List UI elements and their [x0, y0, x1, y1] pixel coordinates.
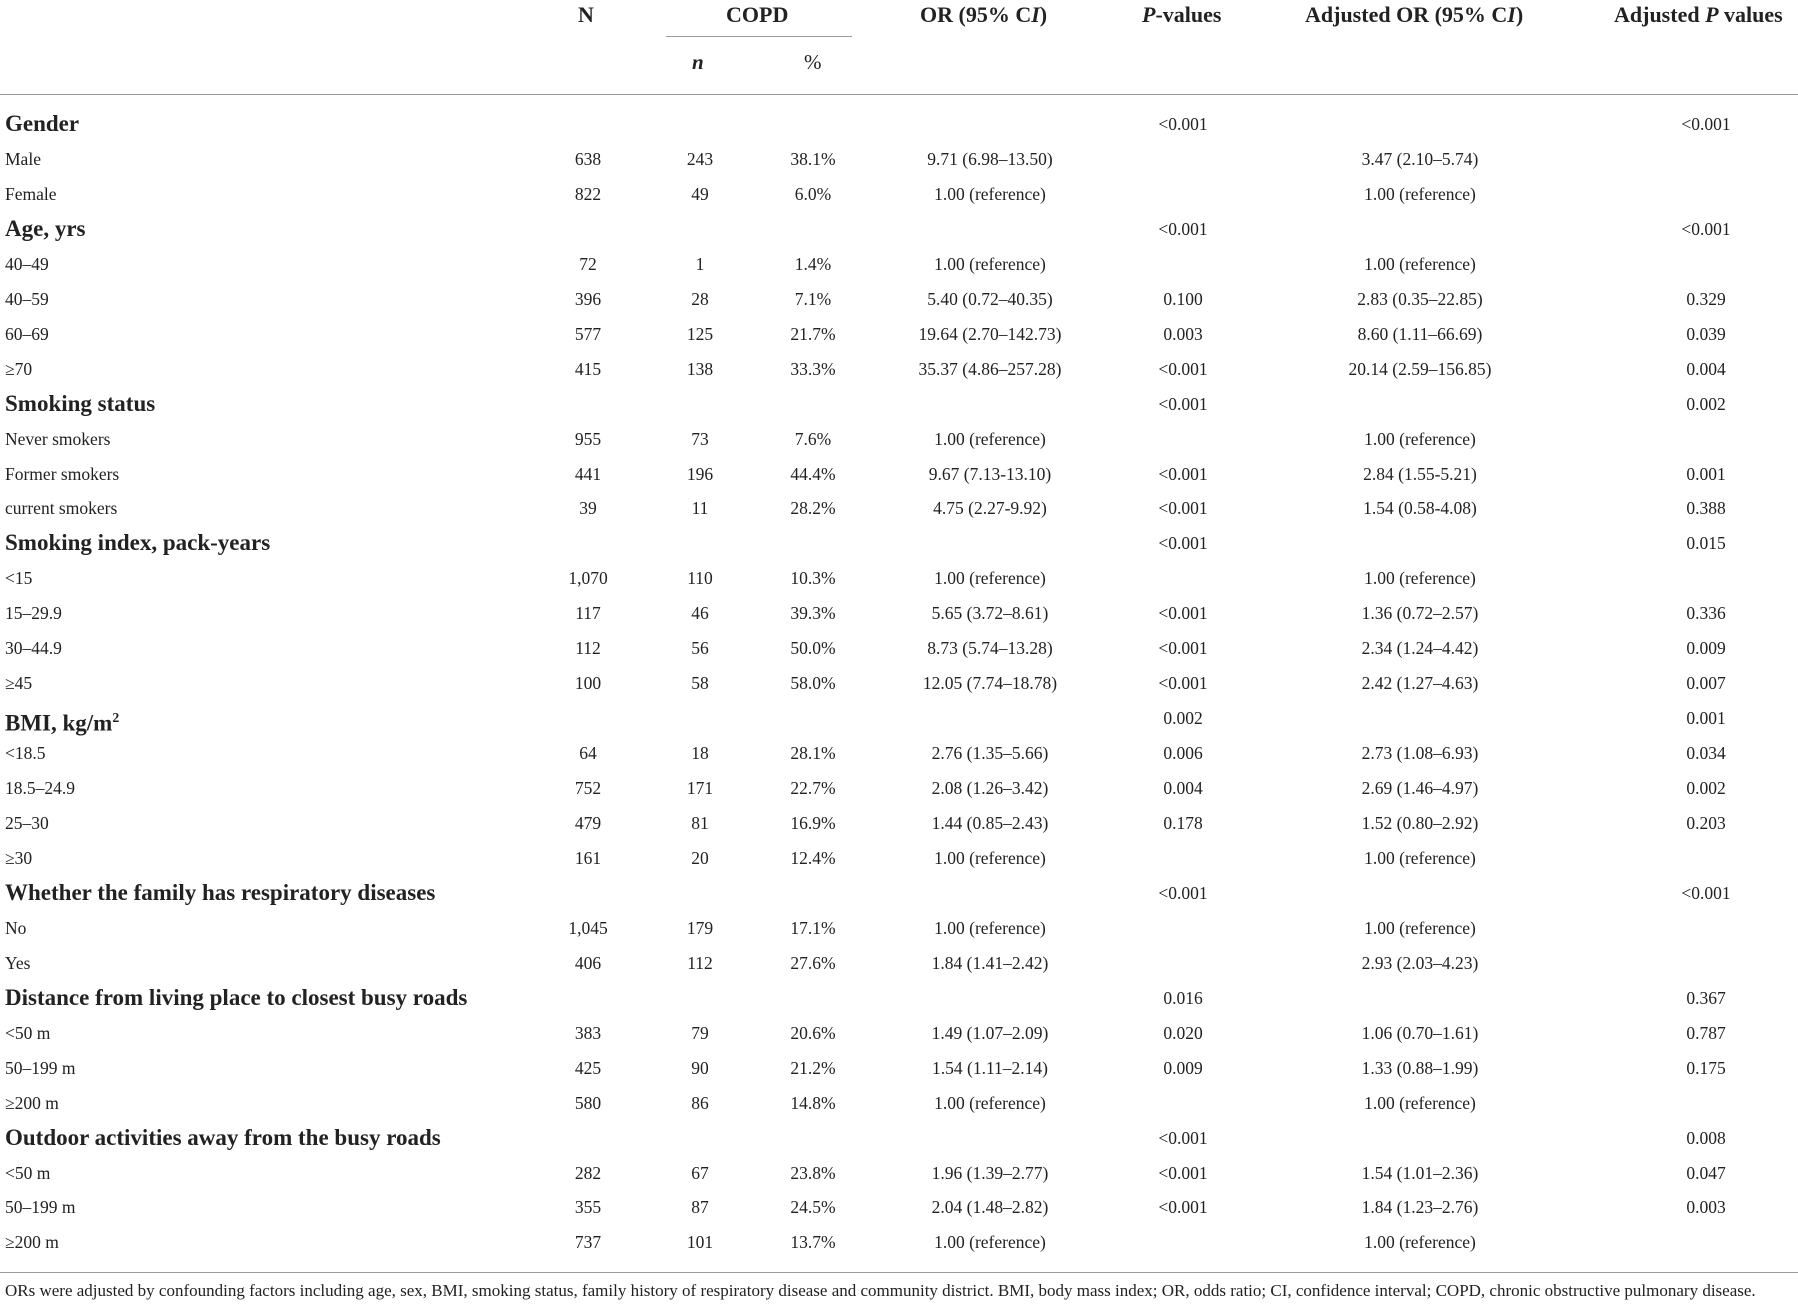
cell-p-value: <0.001 — [1158, 218, 1208, 239]
row-label — [5, 1051, 76, 1085]
cell-adjusted-p: 0.001 — [1686, 463, 1726, 484]
table-row — [0, 806, 1798, 840]
cell-p-value: 0.100 — [1163, 288, 1203, 309]
cell-copd-pct: 10.3% — [790, 568, 836, 589]
group-label — [5, 981, 467, 1015]
cell-n: 577 — [574, 323, 602, 344]
cell-adjusted-or: 1.00 (reference) — [1364, 253, 1476, 274]
label-text: <50 m — [5, 1022, 51, 1043]
cell-adjusted-or: 2.84 (1.55-5.21) — [1363, 463, 1477, 484]
header-copd-pct: % — [804, 50, 822, 74]
table-row — [0, 946, 1798, 980]
table-row — [0, 841, 1798, 875]
cell-adjusted-or: 2.34 (1.24–4.42) — [1361, 638, 1479, 659]
label-text: <15 — [5, 568, 33, 589]
cell-adjusted-or: 1.00 (reference) — [1364, 568, 1476, 589]
cell-p-value: 0.004 — [1163, 778, 1203, 799]
label-text: 50–199 m — [5, 1057, 76, 1078]
cell-or: 2.08 (1.26–3.42) — [931, 778, 1049, 799]
cell-copd-pct: 7.1% — [794, 288, 832, 309]
label-text: 30–44.9 — [5, 638, 62, 659]
group-label — [5, 387, 155, 421]
cell-or: 2.76 (1.35–5.66) — [931, 743, 1049, 764]
cell-or: 9.71 (6.98–13.50) — [927, 148, 1053, 169]
cell-adjusted-p: 0.001 — [1686, 708, 1726, 729]
cell-copd-pct: 28.1% — [790, 743, 836, 764]
cell-copd-pct: 38.1% — [790, 148, 836, 169]
cell-adjusted-p: 0.002 — [1686, 393, 1726, 414]
cell-copd-n: 20 — [691, 847, 709, 868]
cell-adjusted-p: <0.001 — [1681, 882, 1731, 903]
cell-n: 822 — [574, 183, 602, 204]
cell-copd-n: 73 — [691, 428, 709, 449]
cell-copd-n: 87 — [691, 1197, 709, 1218]
cell-or: 1.00 (reference) — [934, 253, 1046, 274]
cell-p-value: <0.001 — [1158, 114, 1208, 134]
label-text: 25–30 — [5, 813, 49, 833]
cell-or: 1.96 (1.39–2.77) — [931, 1162, 1049, 1183]
label-text: ≥70 — [5, 358, 33, 379]
group-label — [5, 212, 85, 246]
cell-n: 415 — [574, 358, 602, 379]
cell-adjusted-p: 0.015 — [1686, 533, 1726, 554]
cell-adjusted-or: 2.69 (1.46–4.97) — [1361, 778, 1479, 799]
row-label — [5, 247, 49, 281]
table-row — [0, 142, 1798, 176]
label-text: Gender — [5, 111, 80, 136]
cell-p-value: <0.001 — [1158, 638, 1208, 659]
cell-copd-pct: 50.0% — [790, 638, 836, 659]
cell-adjusted-or: 2.73 (1.08–6.93) — [1361, 743, 1479, 764]
cell-p-value: <0.001 — [1158, 673, 1208, 694]
cell-copd-pct: 17.1% — [790, 917, 836, 938]
cell-adjusted-p: 0.336 — [1686, 603, 1726, 624]
label-text: Distance from living place to closest busy roads — [5, 984, 468, 1010]
cell-copd-n: 67 — [691, 1162, 709, 1183]
label-text: Male — [5, 148, 41, 169]
cell-n: 100 — [574, 673, 602, 694]
cell-adjusted-p: 0.787 — [1686, 1022, 1726, 1043]
cell-copd-pct: 24.5% — [790, 1197, 836, 1218]
group-row — [0, 387, 1798, 421]
cell-adjusted-or: 1.00 (reference) — [1364, 847, 1476, 868]
cell-adjusted-or: 2.42 (1.27–4.63) — [1361, 673, 1479, 694]
cell-n: 425 — [574, 1057, 602, 1078]
table-row — [0, 1156, 1798, 1190]
cell-n: 72 — [579, 253, 597, 274]
cell-adjusted-or: 3.47 (2.10–5.74) — [1361, 148, 1479, 169]
cell-or: 1.00 (reference) — [934, 847, 1046, 868]
cell-adjusted-p: 0.047 — [1686, 1162, 1726, 1183]
cell-p-value: 0.016 — [1163, 987, 1203, 1008]
label-text: Outdoor activities away from the busy roads — [5, 1124, 441, 1150]
label-text: Yes — [5, 952, 31, 973]
table-row — [0, 666, 1798, 700]
row-label — [5, 771, 75, 805]
cell-or: 1.00 (reference) — [934, 428, 1046, 449]
cell-adjusted-or: 1.06 (0.70–1.61) — [1361, 1022, 1479, 1043]
cell-copd-pct: 14.8% — [790, 1092, 836, 1113]
cell-copd-pct: 6.0% — [794, 183, 832, 204]
header-adj-p-suffix: values — [1718, 2, 1783, 27]
cell-adjusted-or: 1.00 (reference) — [1364, 1232, 1476, 1253]
cell-copd-n: 179 — [686, 917, 714, 938]
cell-copd-pct: 1.4% — [794, 253, 832, 274]
header-p-italic: P — [1142, 2, 1156, 27]
cell-copd-n: 11 — [691, 498, 709, 519]
row-label — [5, 1156, 50, 1190]
cell-or: 5.40 (0.72–40.35) — [927, 288, 1053, 309]
cell-adjusted-p: 0.007 — [1686, 673, 1726, 694]
header-or-italic: I — [1031, 2, 1040, 27]
cell-or: 4.75 (2.27-9.92) — [933, 498, 1047, 519]
row-label — [5, 736, 46, 770]
cell-adjusted-p: 0.367 — [1686, 987, 1726, 1008]
row-label — [5, 946, 30, 980]
cell-or: 1.00 (reference) — [934, 1092, 1046, 1113]
cell-p-value: <0.001 — [1158, 1127, 1208, 1148]
cell-adjusted-p: 0.034 — [1686, 743, 1726, 764]
group-row — [0, 1121, 1798, 1155]
row-label — [5, 491, 117, 525]
header-or-prefix: OR (95% C — [920, 2, 1032, 27]
cell-copd-pct: 23.8% — [790, 1162, 836, 1183]
label-text: 50–199 m — [5, 1197, 76, 1218]
cell-adjusted-p: 0.039 — [1686, 323, 1726, 344]
label-text: BMI, kg/m — [5, 710, 113, 736]
cell-p-value: <0.001 — [1158, 498, 1208, 519]
cell-copd-n: 56 — [691, 638, 709, 659]
cell-adjusted-or: 1.54 (1.01–2.36) — [1361, 1162, 1479, 1183]
cell-or: 35.37 (4.86–257.28) — [918, 358, 1062, 379]
footnote: ORs were adjusted by confounding factors including age, sex, BMI, smoking status, family history of respiratory disease and community district. BMI, body mass index; OR, odds ratio; CI, confidence interval; COPD, chronic obstructive pulmonary disease. — [5, 1281, 1756, 1300]
cell-or: 1.84 (1.41–2.42) — [931, 952, 1049, 973]
table-row — [0, 1051, 1798, 1085]
table-row — [0, 491, 1798, 525]
group-label — [5, 876, 435, 910]
cell-adjusted-p: 0.329 — [1686, 288, 1726, 309]
row-label — [5, 911, 26, 945]
row-label — [5, 596, 62, 630]
cell-copd-pct: 21.7% — [790, 323, 836, 344]
cell-adjusted-p: <0.001 — [1681, 114, 1731, 134]
header-adj-or-suffix: ) — [1515, 2, 1524, 27]
cell-or: 1.54 (1.11–2.14) — [931, 1057, 1049, 1078]
table-row — [0, 352, 1798, 386]
label-text: Smoking status — [5, 390, 156, 416]
header-copd: COPD — [726, 2, 789, 27]
cell-p-value: <0.001 — [1158, 393, 1208, 414]
cell-n: 39 — [579, 498, 597, 519]
table-row — [0, 631, 1798, 665]
row-label — [5, 282, 49, 316]
cell-adjusted-or: 2.93 (2.03–4.23) — [1361, 952, 1479, 973]
cell-n: 580 — [574, 1092, 602, 1113]
cell-copd-n: 90 — [691, 1057, 709, 1078]
cell-or: 2.04 (1.48–2.82) — [931, 1197, 1049, 1218]
table-row — [0, 596, 1798, 630]
group-label — [5, 701, 119, 741]
cell-n: 282 — [574, 1162, 602, 1183]
cell-adjusted-or: 2.83 (0.35–22.85) — [1357, 288, 1483, 309]
header-adj-or-italic: I — [1507, 2, 1516, 27]
row-label — [5, 457, 119, 491]
cell-n: 64 — [579, 743, 597, 764]
cell-n: 752 — [574, 778, 602, 799]
cell-copd-n: 86 — [691, 1092, 709, 1113]
label-text: <50 m — [5, 1162, 51, 1183]
row-label — [5, 806, 49, 840]
cell-copd-pct: 58.0% — [790, 673, 836, 694]
cell-copd-n: 28 — [691, 288, 709, 309]
label-text: Former smokers — [5, 463, 120, 484]
cell-adjusted-p: 0.008 — [1686, 1127, 1726, 1148]
cell-p-value: <0.001 — [1158, 603, 1208, 624]
cell-n: 406 — [574, 952, 602, 973]
group-row — [0, 981, 1798, 1015]
cell-adjusted-or: 20.14 (2.59–156.85) — [1348, 358, 1492, 379]
cell-adjusted-or: 1.84 (1.23–2.76) — [1361, 1197, 1479, 1218]
header-adj-p-italic: P — [1705, 2, 1719, 27]
row-label — [5, 352, 32, 386]
table-row — [0, 457, 1798, 491]
group-row — [0, 212, 1798, 246]
cell-p-value: <0.001 — [1158, 533, 1208, 554]
label-text: Age, yrs — [5, 215, 86, 241]
cell-n: 955 — [574, 428, 602, 449]
label-text: <18.5 — [5, 743, 46, 764]
cell-p-value: <0.001 — [1158, 882, 1208, 903]
cell-p-value: 0.006 — [1163, 743, 1203, 764]
cell-copd-n: 58 — [691, 673, 709, 694]
cell-copd-n: 18 — [691, 743, 709, 764]
cell-adjusted-p: 0.009 — [1686, 638, 1726, 659]
cell-n: 112 — [575, 638, 601, 659]
table-row — [0, 1016, 1798, 1050]
cell-copd-pct: 21.2% — [790, 1057, 836, 1078]
cell-copd-n: 46 — [691, 603, 709, 624]
label-text: Smoking index, pack-years — [5, 530, 271, 556]
cell-copd-n: 243 — [686, 148, 714, 169]
cell-or: 1.00 (reference) — [934, 1232, 1046, 1253]
cell-adjusted-p: 0.004 — [1686, 358, 1726, 379]
cell-or: 9.67 (7.13-13.10) — [928, 463, 1052, 484]
cell-copd-n: 112 — [687, 952, 713, 973]
label-text: Female — [5, 183, 57, 204]
cell-copd-pct: 39.3% — [790, 603, 836, 624]
cell-copd-n: 81 — [691, 813, 709, 833]
cell-or: 12.05 (7.74–18.78) — [922, 673, 1058, 694]
cell-copd-n: 125 — [686, 323, 714, 344]
label-text: ≥45 — [5, 673, 33, 694]
table-row — [0, 177, 1798, 211]
group-row — [0, 107, 1798, 141]
label-text: ≥200 m — [5, 1092, 59, 1113]
table-row — [0, 1086, 1798, 1120]
table-row — [0, 911, 1798, 945]
cell-copd-n: 171 — [686, 778, 714, 799]
table-row — [0, 561, 1798, 595]
cell-copd-pct: 33.3% — [790, 358, 836, 379]
cell-p-value: 0.002 — [1163, 708, 1203, 729]
cell-copd-pct: 16.9% — [790, 813, 836, 833]
cell-copd-pct: 12.4% — [790, 847, 836, 868]
header-or-suffix: ) — [1039, 2, 1048, 27]
table-row — [0, 282, 1798, 316]
row-label — [5, 1225, 59, 1259]
cell-adjusted-or: 1.36 (0.72–2.57) — [1361, 603, 1479, 624]
row-label — [5, 561, 32, 595]
cell-adjusted-p: 0.388 — [1686, 498, 1726, 519]
cell-p-value: <0.001 — [1158, 1197, 1208, 1218]
label-text: 40–59 — [5, 288, 49, 309]
cell-copd-n: 196 — [686, 463, 714, 484]
row-label — [5, 177, 57, 211]
cell-adjusted-p: 0.002 — [1686, 778, 1726, 799]
cell-p-value: 0.003 — [1163, 323, 1203, 344]
cell-p-value: <0.001 — [1158, 1162, 1208, 1183]
cell-n: 161 — [574, 847, 602, 868]
cell-or: 1.44 (0.85–2.43) — [931, 813, 1049, 833]
cell-or: 1.00 (reference) — [934, 568, 1046, 589]
cell-adjusted-p: 0.203 — [1686, 813, 1726, 833]
cell-adjusted-p: 0.175 — [1686, 1057, 1726, 1078]
cell-copd-n: 1 — [695, 253, 705, 274]
header-n: N — [578, 2, 594, 27]
cell-adjusted-or: 1.00 (reference) — [1364, 183, 1476, 204]
row-label — [5, 317, 49, 351]
cell-n: 383 — [574, 1022, 602, 1043]
cell-n: 479 — [574, 813, 602, 833]
label-superscript: 2 — [112, 710, 120, 726]
cell-adjusted-or: 1.54 (0.58-4.08) — [1363, 498, 1477, 519]
cell-p-value: 0.178 — [1163, 813, 1203, 833]
row-label — [5, 1086, 59, 1120]
table-row — [0, 422, 1798, 456]
cell-copd-n: 79 — [691, 1022, 709, 1043]
label-text: 40–49 — [5, 253, 49, 274]
header-adj-p-prefix: Adjusted — [1614, 2, 1706, 27]
table-row — [0, 247, 1798, 281]
cell-copd-pct: 20.6% — [790, 1022, 836, 1043]
cell-copd-n: 101 — [686, 1232, 714, 1253]
cell-adjusted-or: 1.00 (reference) — [1364, 917, 1476, 938]
label-text: No — [5, 917, 27, 938]
cell-adjusted-or: 1.00 (reference) — [1364, 1092, 1476, 1113]
group-row — [0, 876, 1798, 910]
cell-copd-n: 49 — [691, 183, 709, 204]
cell-adjusted-or: 1.00 (reference) — [1364, 428, 1476, 449]
cell-copd-pct: 27.6% — [790, 952, 836, 973]
header-adj-or-prefix: Adjusted OR (95% C — [1305, 2, 1508, 27]
table-row — [0, 317, 1798, 351]
cell-or: 8.73 (5.74–13.28) — [927, 638, 1053, 659]
header-p-suffix: -values — [1155, 2, 1222, 27]
cell-or: 1.00 (reference) — [934, 917, 1046, 938]
cell-copd-pct: 13.7% — [790, 1232, 836, 1253]
cell-n: 441 — [574, 463, 602, 484]
label-text: 18.5–24.9 — [5, 778, 75, 799]
cell-p-value: <0.001 — [1158, 358, 1208, 379]
cell-adjusted-or: 1.33 (0.88–1.99) — [1361, 1057, 1479, 1078]
label-text: ≥200 m — [5, 1232, 59, 1253]
label-text: current smokers — [5, 498, 118, 519]
cell-adjusted-or: 8.60 (1.11–66.69) — [1357, 323, 1483, 344]
cell-or: 1.49 (1.07–2.09) — [931, 1022, 1049, 1043]
row-label — [5, 1190, 76, 1224]
cell-copd-n: 110 — [687, 568, 713, 589]
table-row — [0, 771, 1798, 805]
header-copd-n: n — [692, 50, 704, 74]
cell-p-value: <0.001 — [1158, 463, 1208, 484]
cell-copd-pct: 28.2% — [790, 498, 836, 519]
cell-copd-n: 138 — [686, 358, 714, 379]
group-row — [0, 701, 1798, 735]
row-label — [5, 142, 41, 176]
group-row — [0, 526, 1798, 560]
cell-n: 117 — [575, 603, 601, 624]
cell-or: 19.64 (2.70–142.73) — [918, 323, 1062, 344]
group-label — [5, 1121, 441, 1155]
cell-n: 355 — [574, 1197, 602, 1218]
label-text: 15–29.9 — [5, 603, 62, 624]
table-bottom-rule — [0, 1272, 1798, 1273]
row-label — [5, 1016, 50, 1050]
cell-or: 5.65 (3.72–8.61) — [931, 603, 1049, 624]
cell-n: 396 — [574, 288, 602, 309]
cell-copd-pct: 7.6% — [794, 428, 832, 449]
row-label — [5, 631, 62, 665]
cell-n: 638 — [574, 148, 602, 169]
label-text: 60–69 — [5, 323, 49, 344]
cell-n: 1,070 — [568, 568, 608, 589]
table-row — [0, 736, 1798, 770]
table-row — [0, 1225, 1798, 1259]
label-text: Whether the family has respiratory diseases — [5, 879, 436, 905]
cell-adjusted-p: <0.001 — [1681, 218, 1731, 239]
cell-copd-pct: 44.4% — [790, 463, 836, 484]
row-label — [5, 666, 32, 700]
cell-copd-pct: 22.7% — [790, 778, 836, 799]
row-label — [5, 841, 32, 875]
cell-p-value: 0.009 — [1163, 1057, 1203, 1078]
row-label — [5, 422, 110, 456]
cell-adjusted-p: 0.003 — [1686, 1197, 1726, 1218]
label-text: ≥30 — [5, 847, 33, 868]
label-text: Never smokers — [5, 428, 111, 449]
group-label — [5, 526, 270, 560]
cell-p-value: 0.020 — [1163, 1022, 1203, 1043]
cell-n: 1,045 — [568, 917, 608, 938]
cell-n: 737 — [574, 1232, 602, 1253]
cell-or: 1.00 (reference) — [934, 183, 1046, 204]
table-row — [0, 1190, 1798, 1224]
group-label — [5, 107, 79, 141]
cell-adjusted-or: 1.52 (0.80–2.92) — [1361, 813, 1479, 833]
